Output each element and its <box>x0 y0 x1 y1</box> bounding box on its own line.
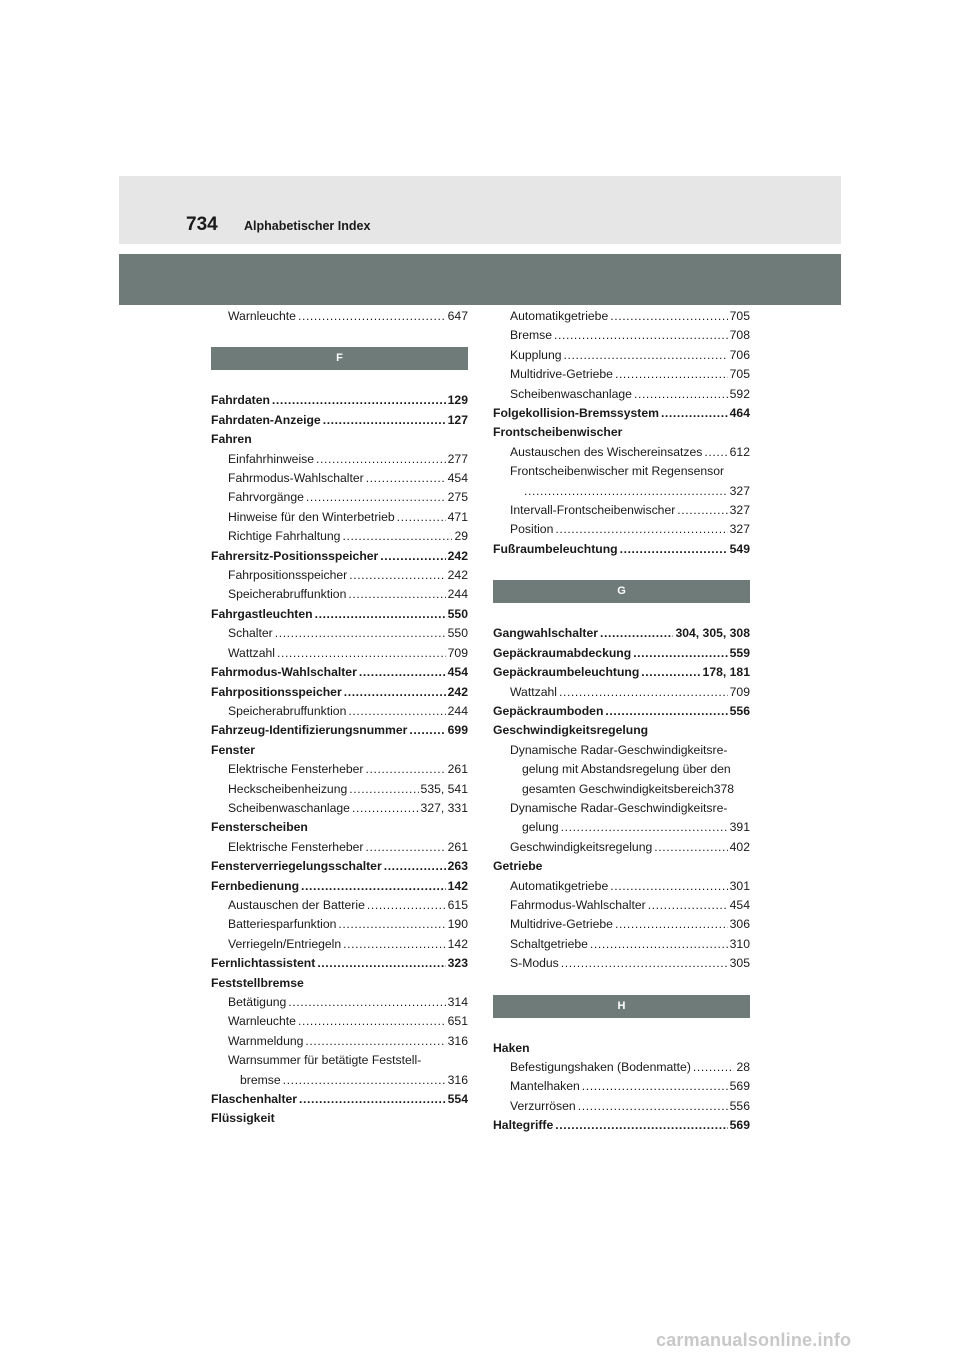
page-reference: 709 <box>447 645 468 660</box>
watermark: carmanualsonline.info <box>656 1330 852 1350</box>
index-term: Gepäckraumboden <box>493 703 604 718</box>
index-term: Schaltgetriebe <box>510 936 588 951</box>
page-reference: 129 <box>447 393 468 408</box>
page-reference: 402 <box>729 839 750 854</box>
page-reference: 454 <box>447 471 468 486</box>
page-reference: 549 <box>729 541 750 556</box>
dot-leader <box>316 450 446 469</box>
index-entry <box>211 683 468 702</box>
page-reference: 127 <box>447 412 468 427</box>
index-entry <box>493 896 750 915</box>
index-entry <box>211 838 468 857</box>
page-reference: 709 <box>729 684 750 699</box>
index-entry <box>493 1058 750 1077</box>
index-entry-heading: Feststellbremse <box>211 975 304 990</box>
dot-leader <box>648 896 728 915</box>
index-entry <box>211 1090 468 1109</box>
page-reference: 142 <box>447 878 468 893</box>
page-reference: 464 <box>729 406 750 421</box>
dot-leader <box>693 1058 735 1077</box>
index-term: Automatikgetriebe <box>510 309 609 323</box>
dot-leader <box>380 547 445 566</box>
index-term: gelung <box>522 820 559 835</box>
page-reference: 327 <box>729 483 750 498</box>
index-entry <box>211 411 468 430</box>
page-reference: 261 <box>447 762 468 777</box>
index-term: Geschwindigkeitsregelung <box>510 839 653 854</box>
dot-leader <box>365 760 445 779</box>
dot-leader <box>338 915 445 934</box>
page-reference: 550 <box>447 626 468 641</box>
page-reference: 142 <box>447 936 468 951</box>
page-reference: 391 <box>729 820 750 835</box>
page-reference: 569 <box>729 1118 750 1133</box>
index-entry <box>493 644 750 663</box>
index-entry <box>493 482 750 501</box>
index-entry-heading: Geschwindigkeitsregelung <box>493 723 649 738</box>
page-reference: 706 <box>729 347 750 362</box>
dot-leader <box>582 1077 728 1096</box>
index-entry <box>493 877 750 896</box>
dot-leader <box>605 702 727 721</box>
dot-leader <box>654 838 727 857</box>
index-term: Gepäckraumbeleuchtung <box>493 665 640 680</box>
page-reference: 316 <box>447 1072 468 1087</box>
dot-leader <box>367 896 446 915</box>
dot-leader <box>564 346 728 365</box>
index-entry-heading: Dynamische Radar-Geschwindigkeitsre- <box>510 742 728 757</box>
page-reference: 316 <box>447 1033 468 1048</box>
index-entry <box>211 1012 468 1031</box>
page-reference: 327, 331 <box>420 800 468 815</box>
index-entry <box>211 307 468 326</box>
index-term: Fensterverriegelungsschalter <box>211 859 382 874</box>
index-term: Schalter <box>228 626 273 641</box>
page-reference: 699 <box>447 723 468 738</box>
page-reference: 244 <box>447 587 468 602</box>
page-reference: 327 <box>729 503 750 518</box>
index-term: Fahrdaten-Anzeige <box>211 412 321 427</box>
page-reference: 471 <box>447 509 468 524</box>
dot-leader <box>661 404 728 423</box>
dot-leader <box>366 469 446 488</box>
dot-leader <box>561 954 728 973</box>
index-entry <box>211 702 468 721</box>
index-column-right <box>493 307 750 1136</box>
dot-leader <box>348 585 445 604</box>
index-entry <box>211 780 468 799</box>
index-entry <box>493 520 750 539</box>
index-entry <box>211 547 468 566</box>
dot-leader <box>298 307 446 326</box>
index-term: Hinweise für den Winterbetrieb <box>228 509 395 524</box>
index-term: Scheibenwaschanlage <box>228 800 350 815</box>
index-entry <box>493 663 750 682</box>
dot-leader <box>524 482 728 501</box>
index-term: Batteriesparfunktion <box>228 917 337 932</box>
page-reference: 29 <box>454 529 468 544</box>
index-term: Fernlichtassistent <box>211 956 316 971</box>
index-term: Fahrpositionsspeicher <box>228 568 348 583</box>
index-entry <box>211 857 468 876</box>
index-entry <box>211 915 468 934</box>
page-reference: 277 <box>447 451 468 466</box>
dot-leader <box>352 799 419 818</box>
section-band <box>119 254 841 305</box>
index-entry <box>211 760 468 779</box>
index-entry <box>211 896 468 915</box>
page-reference: 556 <box>729 703 750 718</box>
page-reference: 556 <box>729 1098 750 1113</box>
dot-leader <box>288 993 445 1012</box>
dot-leader <box>634 385 728 404</box>
dot-leader <box>384 857 446 876</box>
index-entry-heading: Dynamische Radar-Geschwindigkeitsre- <box>510 800 728 815</box>
page-reference: 275 <box>447 490 468 505</box>
index-term: Elektrische Fensterheber <box>228 762 364 777</box>
index-term: Fahrersitz-Positionsspeicher <box>211 548 379 563</box>
index-term: Fahrpositionsspeicher <box>211 684 342 699</box>
index-entry <box>493 307 750 326</box>
index-entry <box>493 818 750 837</box>
page-reference: 314 <box>447 995 468 1009</box>
dot-leader <box>343 935 446 954</box>
page-reference: 301 <box>729 878 750 893</box>
index-entry <box>493 1097 750 1116</box>
index-term: Haltegriffe <box>493 1118 554 1133</box>
dot-leader <box>349 566 445 585</box>
index-term: Verzurrösen <box>510 1098 576 1113</box>
index-entry <box>493 540 750 559</box>
index-term: Gepäckraumabdeckung <box>493 645 632 660</box>
letter-section-header: G <box>493 580 750 603</box>
index-term: Fahrvorgänge <box>228 490 304 505</box>
dot-leader <box>409 721 445 740</box>
index-entry-heading: gelung mit Abstandsregelung über den <box>522 762 731 777</box>
index-term: Elektrische Fensterheber <box>228 839 364 854</box>
page-reference: 242 <box>447 684 468 699</box>
index-entry-heading: Fenster <box>211 742 256 757</box>
dot-leader <box>559 683 728 702</box>
index-term: Automatikgetriebe <box>510 878 609 893</box>
dot-leader <box>615 365 728 384</box>
page-reference: 242 <box>447 568 468 583</box>
index-entry-heading: Warnsummer für betätigte Feststell- <box>228 1053 422 1068</box>
index-term: Betätigung <box>228 995 287 1009</box>
index-term: Multidrive-Getriebe <box>510 917 613 932</box>
dot-leader <box>555 520 727 539</box>
index-term: Gangwahlschalter <box>493 626 598 641</box>
index-term: Kupplung <box>510 347 562 362</box>
dot-leader <box>272 391 446 410</box>
index-entry <box>211 721 468 740</box>
index-entry <box>211 605 468 624</box>
dot-leader <box>359 663 446 682</box>
index-entry <box>493 443 750 462</box>
dot-leader <box>323 411 446 430</box>
page-reference: 535, 541 <box>420 781 468 796</box>
index-term: Warnmeldung <box>228 1033 304 1048</box>
index-entry <box>493 326 750 345</box>
index-term: Fahrzeug-Identifizierungsnummer <box>211 723 408 738</box>
index-term: Warnleuchte <box>228 309 296 323</box>
page-reference: 28 <box>736 1060 750 1074</box>
index-entry <box>211 877 468 896</box>
index-entry-heading: Fahren <box>211 432 252 447</box>
page-reference: 592 <box>729 386 750 401</box>
page-reference: 310 <box>729 936 750 951</box>
dot-leader <box>590 935 728 954</box>
index-term: Heckscheibenheizung <box>228 781 348 796</box>
page-reference: 569 <box>729 1079 750 1094</box>
page-reference: 550 <box>447 606 468 621</box>
index-term: Wattzahl <box>510 684 557 699</box>
index-term: Wattzahl <box>228 645 275 660</box>
index-entry <box>211 488 468 507</box>
index-entry <box>211 799 468 818</box>
dot-leader <box>641 663 700 682</box>
page-reference: 263 <box>447 859 468 874</box>
page-reference: 261 <box>447 839 468 854</box>
dot-leader <box>610 307 727 326</box>
index-entry <box>211 1071 468 1090</box>
page-reference: 242 <box>447 548 468 563</box>
dot-leader <box>600 624 673 643</box>
index-entry <box>493 624 750 643</box>
dot-leader <box>349 780 418 799</box>
index-entry <box>493 346 750 365</box>
index-entry <box>493 954 750 973</box>
page-reference: 178, 181 <box>702 665 750 680</box>
dot-leader <box>277 644 446 663</box>
index-term: Fahrmodus-Wahlschalter <box>211 665 357 680</box>
index-entry <box>211 954 468 973</box>
index-entry <box>493 1116 750 1135</box>
index-entry <box>493 702 750 721</box>
index-entry <box>493 501 750 520</box>
index-entry <box>211 663 468 682</box>
dot-leader <box>365 838 445 857</box>
letter-section-header: F <box>211 347 468 370</box>
index-entry <box>211 508 468 527</box>
index-entry-heading: Haken <box>493 1040 530 1055</box>
page-reference: 323 <box>447 956 468 971</box>
index-term: Speicherabruffunktion <box>228 703 347 718</box>
dot-leader <box>305 1032 445 1051</box>
index-term: Intervall-Frontscheibenwischer <box>510 503 676 518</box>
page-reference: 705 <box>729 309 750 323</box>
dot-leader <box>298 1012 446 1031</box>
dot-leader <box>561 818 728 837</box>
index-term: Mantelhaken <box>510 1079 580 1094</box>
page-reference: 651 <box>447 1014 468 1029</box>
index-term: Fahrmodus-Wahlschalter <box>510 897 646 912</box>
index-entry-heading: Frontscheibenwischer mit Regensensor <box>510 464 725 479</box>
index-term: Fahrgastleuchten <box>211 606 313 621</box>
dot-leader <box>342 527 452 546</box>
index-term: Verriegeln/Entriegeln <box>228 936 342 951</box>
dot-leader <box>620 540 728 559</box>
page-reference: 454 <box>447 665 468 680</box>
dot-leader <box>275 624 446 643</box>
page-reference: 705 <box>729 367 750 382</box>
page-reference: 190 <box>447 917 468 932</box>
index-entry <box>493 404 750 423</box>
index-term: Scheibenwaschanlage <box>510 386 632 401</box>
index-entry <box>493 683 750 702</box>
dot-leader <box>317 954 445 973</box>
dot-leader <box>397 508 446 527</box>
index-term: Flaschenhalter <box>211 1092 298 1107</box>
index-entry <box>493 1077 750 1096</box>
dot-leader <box>578 1097 728 1116</box>
index-term: Einfahrhinweise <box>228 451 315 466</box>
index-entry-heading: Frontscheibenwischer <box>493 425 623 440</box>
dot-leader <box>344 683 446 702</box>
index-entry <box>211 469 468 488</box>
index-term: Richtige Fahrhaltung <box>228 529 341 544</box>
index-entry <box>493 935 750 954</box>
letter-section-header: H <box>493 995 750 1018</box>
page-reference: 244 <box>447 703 468 718</box>
index-entry-heading: Getriebe <box>493 859 543 874</box>
index-column-left <box>211 307 468 1129</box>
page-reference: 554 <box>447 1092 468 1107</box>
page-reference: 327 <box>729 522 750 537</box>
index-entry-heading: gesamten Geschwindigkeitsbereich378 <box>522 781 735 796</box>
page-reference: 304, 305, 308 <box>675 626 750 641</box>
index-entry <box>211 935 468 954</box>
index-term: Austauschen des Wischereinsatzes <box>510 444 703 459</box>
dot-leader <box>677 501 727 520</box>
index-entry <box>211 450 468 469</box>
dot-leader <box>555 1116 727 1135</box>
index-entry-heading: Flüssigkeit <box>211 1111 275 1126</box>
dot-leader <box>554 326 728 345</box>
index-term: Fernbedienung <box>211 878 300 893</box>
index-entry <box>211 566 468 585</box>
index-term: Warnleuchte <box>228 1014 296 1029</box>
index-term: Folgekollision-Bremssystem <box>493 406 659 421</box>
page-number: 734 <box>186 214 218 235</box>
index-entry-heading: Fensterscheiben <box>211 820 308 835</box>
page-reference: 708 <box>729 328 750 343</box>
page-reference: 306 <box>729 917 750 932</box>
page-reference: 615 <box>447 897 468 912</box>
dot-leader <box>315 605 446 624</box>
dot-leader <box>306 488 446 507</box>
index-entry <box>493 385 750 404</box>
index-entry <box>493 915 750 934</box>
page-title: Alphabetischer Index <box>244 219 371 233</box>
index-term: Fahrmodus-Wahlschalter <box>228 471 364 486</box>
index-term: Austauschen der Batterie <box>228 897 365 912</box>
index-term: Befestigungshaken (Bodenmatte) <box>510 1060 691 1074</box>
index-term: bremse <box>240 1072 281 1087</box>
header-band <box>119 176 841 244</box>
page-reference: 454 <box>729 897 750 912</box>
index-entry <box>493 365 750 384</box>
index-term: Fahrdaten <box>211 393 270 408</box>
page-reference: 612 <box>729 444 750 459</box>
index-entry <box>211 644 468 663</box>
index-entry <box>211 585 468 604</box>
dot-leader <box>615 915 728 934</box>
index-entry <box>211 993 468 1012</box>
index-term: Multidrive-Getriebe <box>510 367 613 382</box>
page-reference: 305 <box>729 956 750 971</box>
index-term: S-Modus <box>510 956 559 971</box>
dot-leader <box>299 1090 446 1109</box>
index-entry <box>211 1032 468 1051</box>
dot-leader <box>610 877 727 896</box>
dot-leader <box>348 702 445 721</box>
index-term: Position <box>510 522 554 537</box>
index-entry <box>493 838 750 857</box>
index-entry <box>211 527 468 546</box>
dot-leader <box>704 443 727 462</box>
dot-leader <box>283 1071 446 1090</box>
index-term: Speicherabruffunktion <box>228 587 347 602</box>
dot-leader <box>633 644 727 663</box>
dot-leader <box>301 877 446 896</box>
index-entry <box>211 391 468 410</box>
index-entry <box>211 624 468 643</box>
page-reference: 559 <box>729 645 750 660</box>
index-term: Fußraumbeleuchtung <box>493 541 618 556</box>
index-term: Bremse <box>510 328 552 343</box>
page-reference: 647 <box>447 309 468 323</box>
